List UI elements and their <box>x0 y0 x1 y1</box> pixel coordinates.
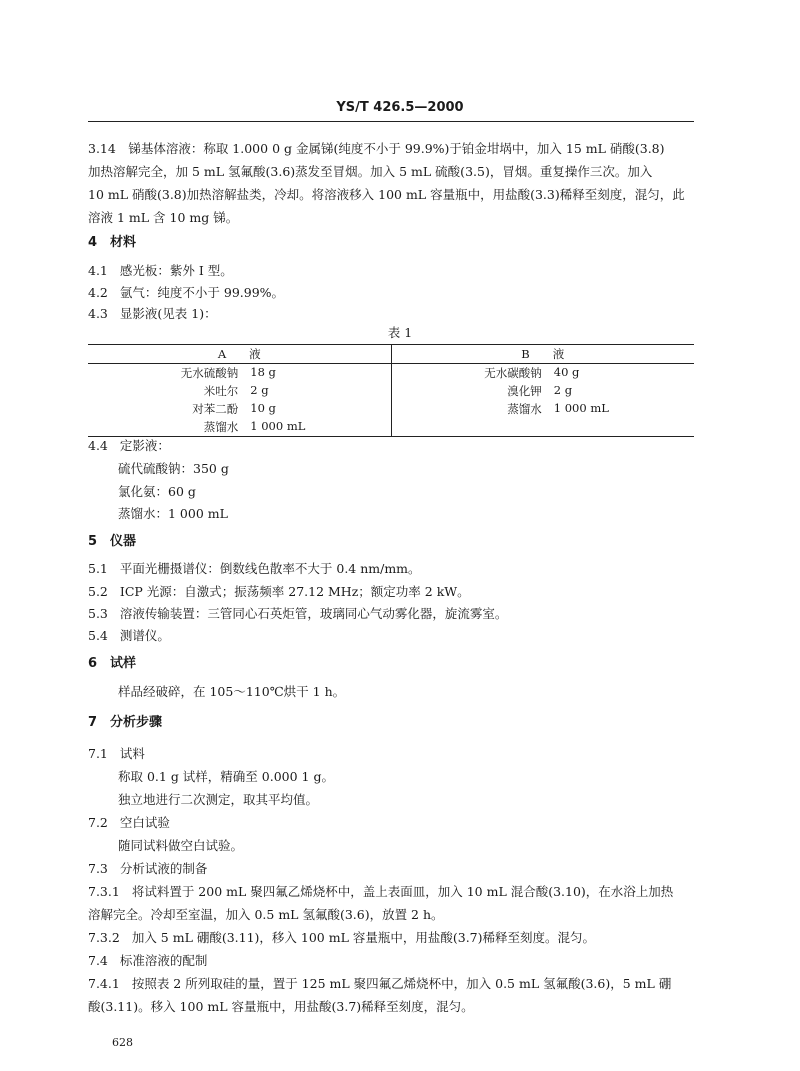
reagent-quantity: 18 g <box>250 365 276 379</box>
table-row <box>88 364 694 383</box>
reagent-name: 无水碳酸钠 <box>484 366 542 380</box>
header-rule <box>88 121 694 122</box>
reagent-name: 蒸馏水 <box>507 402 542 416</box>
item-7-4 <box>88 949 207 972</box>
reagent-name: 溴化钾 <box>507 384 542 398</box>
item-7-4-1-cont: 酸(3.11)。移入 100 mL 容量瓶中，用盐酸(3.7)稀释至刻度，混匀。 <box>88 999 474 1014</box>
section-title: 材料 <box>110 235 137 250</box>
item-text: 加入 5 mL 硼酸(3.11)，移入 100 mL 容量瓶中，用盐酸(3.7)稀释至刻度。混匀。 <box>131 930 595 945</box>
item-text: ICP 光源：自激式；振荡频率 27.12 MHz；额定功率 2 kW。 <box>119 584 470 599</box>
item-number: 5.3 <box>88 606 108 621</box>
item-text: 标准溶液的配制 <box>119 953 208 968</box>
section-7-heading <box>88 711 162 734</box>
reagent-name: 对苯二酚 <box>192 402 239 416</box>
item-number: 5.2 <box>88 584 108 599</box>
fixer-ingredient: 硫代硫酸钠：350 g <box>118 461 229 476</box>
item-7-3-2 <box>88 926 595 949</box>
item-text: 显影液(见表 1)： <box>119 306 217 321</box>
column-header-a: A 液 <box>88 345 391 364</box>
section-6-heading <box>88 652 136 675</box>
table-row <box>88 418 694 437</box>
item-text: 测谱仪。 <box>119 628 170 643</box>
item-number: 7.1 <box>88 746 108 761</box>
section-title: 试样 <box>110 656 137 671</box>
item-5-1 <box>88 557 421 580</box>
item-text: 氩气：纯度不小于 99.99%。 <box>119 285 285 300</box>
item-7-4-1 <box>88 972 671 995</box>
item-text: 按照表 2 所列取硅的量，置于 125 mL 聚四氟乙烯烧杯中，加入 0.5 mL 氢氟酸(3.6)，5 mL 硼 <box>131 976 672 991</box>
item-text: 平面光栅摄谱仪：倒数线色散率不大于 0.4 nm/mm。 <box>119 561 421 576</box>
para-3-14-line3: 10 mL 硝酸(3.8)加热溶解盐类，冷却。将溶液移入 100 mL 容量瓶中，用盐酸(3.3)稀释至刻度，混匀，此 <box>88 187 685 202</box>
section-number: 6 <box>88 656 98 671</box>
item-number: 7.4.1 <box>88 976 120 991</box>
section-4-heading <box>88 231 136 254</box>
item-text: 将试料置于 200 mL 聚四氟乙烯烧杯中，盖上表面皿，加入 10 mL 混合酸(3.10)，在水浴上加热 <box>131 884 674 899</box>
item-number: 4.2 <box>88 285 108 300</box>
sample-prep-text: 样品经破碎，在 105～110℃烘干 1 h。 <box>118 684 346 699</box>
item-4-2 <box>88 281 284 304</box>
reagent-quantity: 40 g <box>553 365 580 379</box>
item-7-2 <box>88 811 170 834</box>
item-number: 4.4 <box>88 438 108 453</box>
item-number: 4.1 <box>88 263 108 278</box>
reagent-quantity: 2 g <box>553 383 573 397</box>
section-number: 5 <box>88 534 98 549</box>
item-7-2-text: 随同试料做空白试验。 <box>118 838 244 853</box>
item-7-1-text: 称取 0.1 g 试样，精确至 0.000 1 g。 <box>118 769 334 784</box>
fixer-ingredient: 氯化氨：60 g <box>118 484 196 499</box>
item-text: 分析试液的制备 <box>119 861 208 876</box>
section-number: 4 <box>88 235 98 250</box>
reagent-name: 米吐尔 <box>203 384 239 398</box>
section-title: 分析步骤 <box>110 715 163 730</box>
item-number: 7.3.2 <box>88 930 120 945</box>
item-number: 4.3 <box>88 306 108 321</box>
item-text: 感光板：紫外 I 型。 <box>119 263 233 278</box>
fixer-ingredient: 蒸馏水：1 000 mL <box>118 506 228 521</box>
item-5-2 <box>88 580 470 603</box>
section-title: 仪器 <box>110 534 137 549</box>
item-7-3-1 <box>88 880 673 903</box>
item-4-1 <box>88 259 233 282</box>
item-number: 5.4 <box>88 628 108 643</box>
column-header-b: B 液 <box>391 345 694 364</box>
item-7-3 <box>88 857 207 880</box>
item-text: 空白试验 <box>119 815 170 830</box>
page-number: 628 <box>112 1036 133 1049</box>
section-5-heading <box>88 530 136 553</box>
item-text: 溶液传输装置：三管同心石英炬管，玻璃同心气动雾化器，旋流雾室。 <box>119 606 508 621</box>
item-5-3 <box>88 602 507 625</box>
section-number: 7 <box>88 715 98 730</box>
item-7-1 <box>88 742 145 765</box>
item-number: 7.2 <box>88 815 108 830</box>
item-7-3-1-cont: 溶解完全。冷却至室温，加入 0.5 mL 氢氟酸(3.6)，放置 2 h。 <box>88 907 444 922</box>
reagent-quantity: 1 000 mL <box>250 419 306 433</box>
item-text: 定影液： <box>119 438 170 453</box>
para-3-14-line4: 溶液 1 mL 含 10 mg 锑。 <box>88 210 239 225</box>
item-number: 5.1 <box>88 561 108 576</box>
developer-table <box>88 344 694 437</box>
para-3-14-line2: 加热溶解完全，加 5 mL 氢氟酸(3.6)蒸发至冒烟。加入 5 mL 硫酸(3.5)，冒烟。重复操作三次。加入 <box>88 164 653 179</box>
item-7-1-text: 独立地进行二次测定，取其平均值。 <box>118 792 319 807</box>
table-1-caption: 表 1 <box>387 325 413 340</box>
item-number: 7.3 <box>88 861 108 876</box>
item-number: 7.3.1 <box>88 884 120 899</box>
item-4-3 <box>88 302 217 325</box>
item-text: 试料 <box>119 746 145 761</box>
reagent-quantity: 1 000 mL <box>553 401 609 415</box>
reagent-name: 无水硫酸钠 <box>180 366 239 380</box>
para-3-14-line1: 3.14 锑基体溶液：称取 1.000 0 g 金属锑(纯度不小于 99.9%)于铂金坩埚中，加入 15 mL 硝酸(3.8) <box>88 141 665 156</box>
item-5-4 <box>88 624 170 647</box>
item-4-4 <box>88 434 170 457</box>
item-number: 7.4 <box>88 953 108 968</box>
reagent-name: 蒸馏水 <box>203 420 239 434</box>
standard-number-header: YS/T 426.5—2000 <box>336 100 464 115</box>
reagent-quantity: 10 g <box>250 401 276 415</box>
table-row <box>88 400 694 418</box>
reagent-quantity: 2 g <box>250 383 269 397</box>
table-row <box>88 382 694 400</box>
